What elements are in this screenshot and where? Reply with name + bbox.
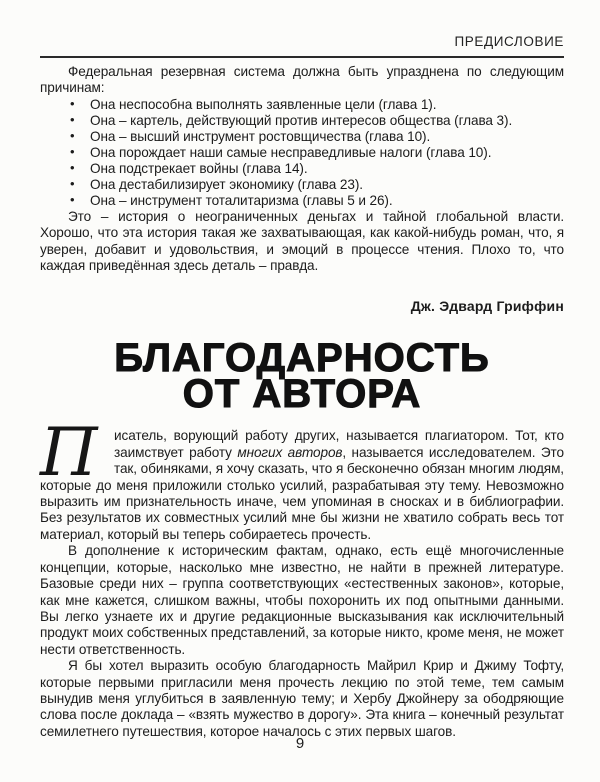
bullet-icon: • bbox=[70, 159, 75, 175]
preface-intro-paragraph: Федеральная резервная система должна быть упразднена по следующим причинам: bbox=[40, 64, 564, 96]
chapter-title bbox=[40, 336, 564, 417]
bullet-icon: • bbox=[70, 111, 75, 127]
paragraph-text: исатель, ворующий работу других, называется плагиатором. Тот, кто заимствует работу bbox=[114, 428, 564, 460]
list-item bbox=[40, 177, 564, 193]
chapter-paragraph-2: В дополнение к историческим фактам, однако, есть ещё многочисленные концепции, которые, насколько мне известно, не найти в прежней литературе. Базовые среди них – группа соответствующих «естественных законов», которые, как мне кажется, слишком важны, чтобы похоронить их под опытными данными. Вы легко узнаете их и другие редакционные высказывания как исключительный продукт моих собственных представлений, за которые никто, кроме меня, не может нести ответственность. bbox=[40, 543, 564, 657]
list-item bbox=[40, 129, 564, 145]
list-item bbox=[40, 97, 564, 113]
header-rule bbox=[40, 56, 564, 58]
list-item-text: Она дестабилизирует экономику (глава 23). bbox=[90, 176, 363, 192]
bullet-icon: • bbox=[70, 143, 75, 159]
bullet-icon: • bbox=[70, 95, 75, 111]
list-item bbox=[40, 113, 564, 129]
chapter-title-line1: БЛАГОДАРНОСТЬ bbox=[114, 336, 490, 381]
chapter-paragraph-1 bbox=[40, 414, 564, 543]
chapter-title-line2: ОТ АВТОРА bbox=[182, 372, 422, 417]
page-number: 9 bbox=[295, 735, 305, 752]
preface-closing-paragraph: Это – история о неограниченных деньгах и тайной глобальной власти. Хорошо, что эта история такая же захватывающая, как какой-нибудь роман, что, я уверен, добавит и удовольствия, и эмоций в процессе чтения. Плохо то, что каждая приведённая здесь деталь – правда. bbox=[40, 208, 564, 274]
list-item bbox=[40, 145, 564, 161]
list-item bbox=[40, 161, 564, 177]
list-item-text: Она – инструмент тоталитаризма (главы 5 и 26). bbox=[90, 192, 393, 208]
paragraph-text-italic: многих авторов bbox=[237, 444, 343, 460]
author-attribution: Дж. Эдвард Гриффин bbox=[410, 298, 564, 315]
list-item-text: Она порождает наши самые несправедливые налоги (глава 10). bbox=[90, 144, 492, 160]
list-item-text: Она – картель, действующий против интересов общества (глава 3). bbox=[90, 112, 513, 128]
list-item-text: Она неспособна выполнять заявленные цели (глава 1). bbox=[90, 96, 437, 112]
list-item-text: Она – высший инструмент ростовщичества (глава 10). bbox=[90, 128, 431, 144]
bullet-icon: • bbox=[70, 175, 75, 191]
bullet-icon: • bbox=[70, 127, 75, 143]
list-item bbox=[40, 193, 564, 209]
reasons-list bbox=[40, 97, 564, 209]
bullet-icon: • bbox=[70, 191, 75, 207]
list-item-text: Она подстрекает войны (глава 14). bbox=[90, 160, 308, 176]
drop-cap: П bbox=[40, 414, 98, 492]
chapter-paragraph-3: Я бы хотел выразить особую благодарность Майрил Крир и Джиму Тофту, которые первыми пригласили меня прочесть лекцию по этой теме, тем самым вынудив меня углубиться в заявленную тему; и Хербу Джойнеру за ободряющие слова после доклада – «взять мужество в дорогу». Эта книга – конечный результат семилетнего путешествия, которое началось с этих первых шагов. bbox=[40, 658, 564, 739]
paragraph-text: , называется исследователем. Это так, обиняками, я хочу сказать, что я бесконечно обязан многим людям, которые до меня приложили столько усилий, разрабатывая эту тему. Невозможно выразить им признательность иначе, чем упоминая в сносках и в библиографии. Без результатов их совместных усилий мне бы жизни не хватило собрать весь тот материал, который вы теперь собираетесь прочесть. bbox=[40, 444, 564, 542]
running-header: ПРЕДИСЛОВИЕ bbox=[454, 34, 564, 49]
